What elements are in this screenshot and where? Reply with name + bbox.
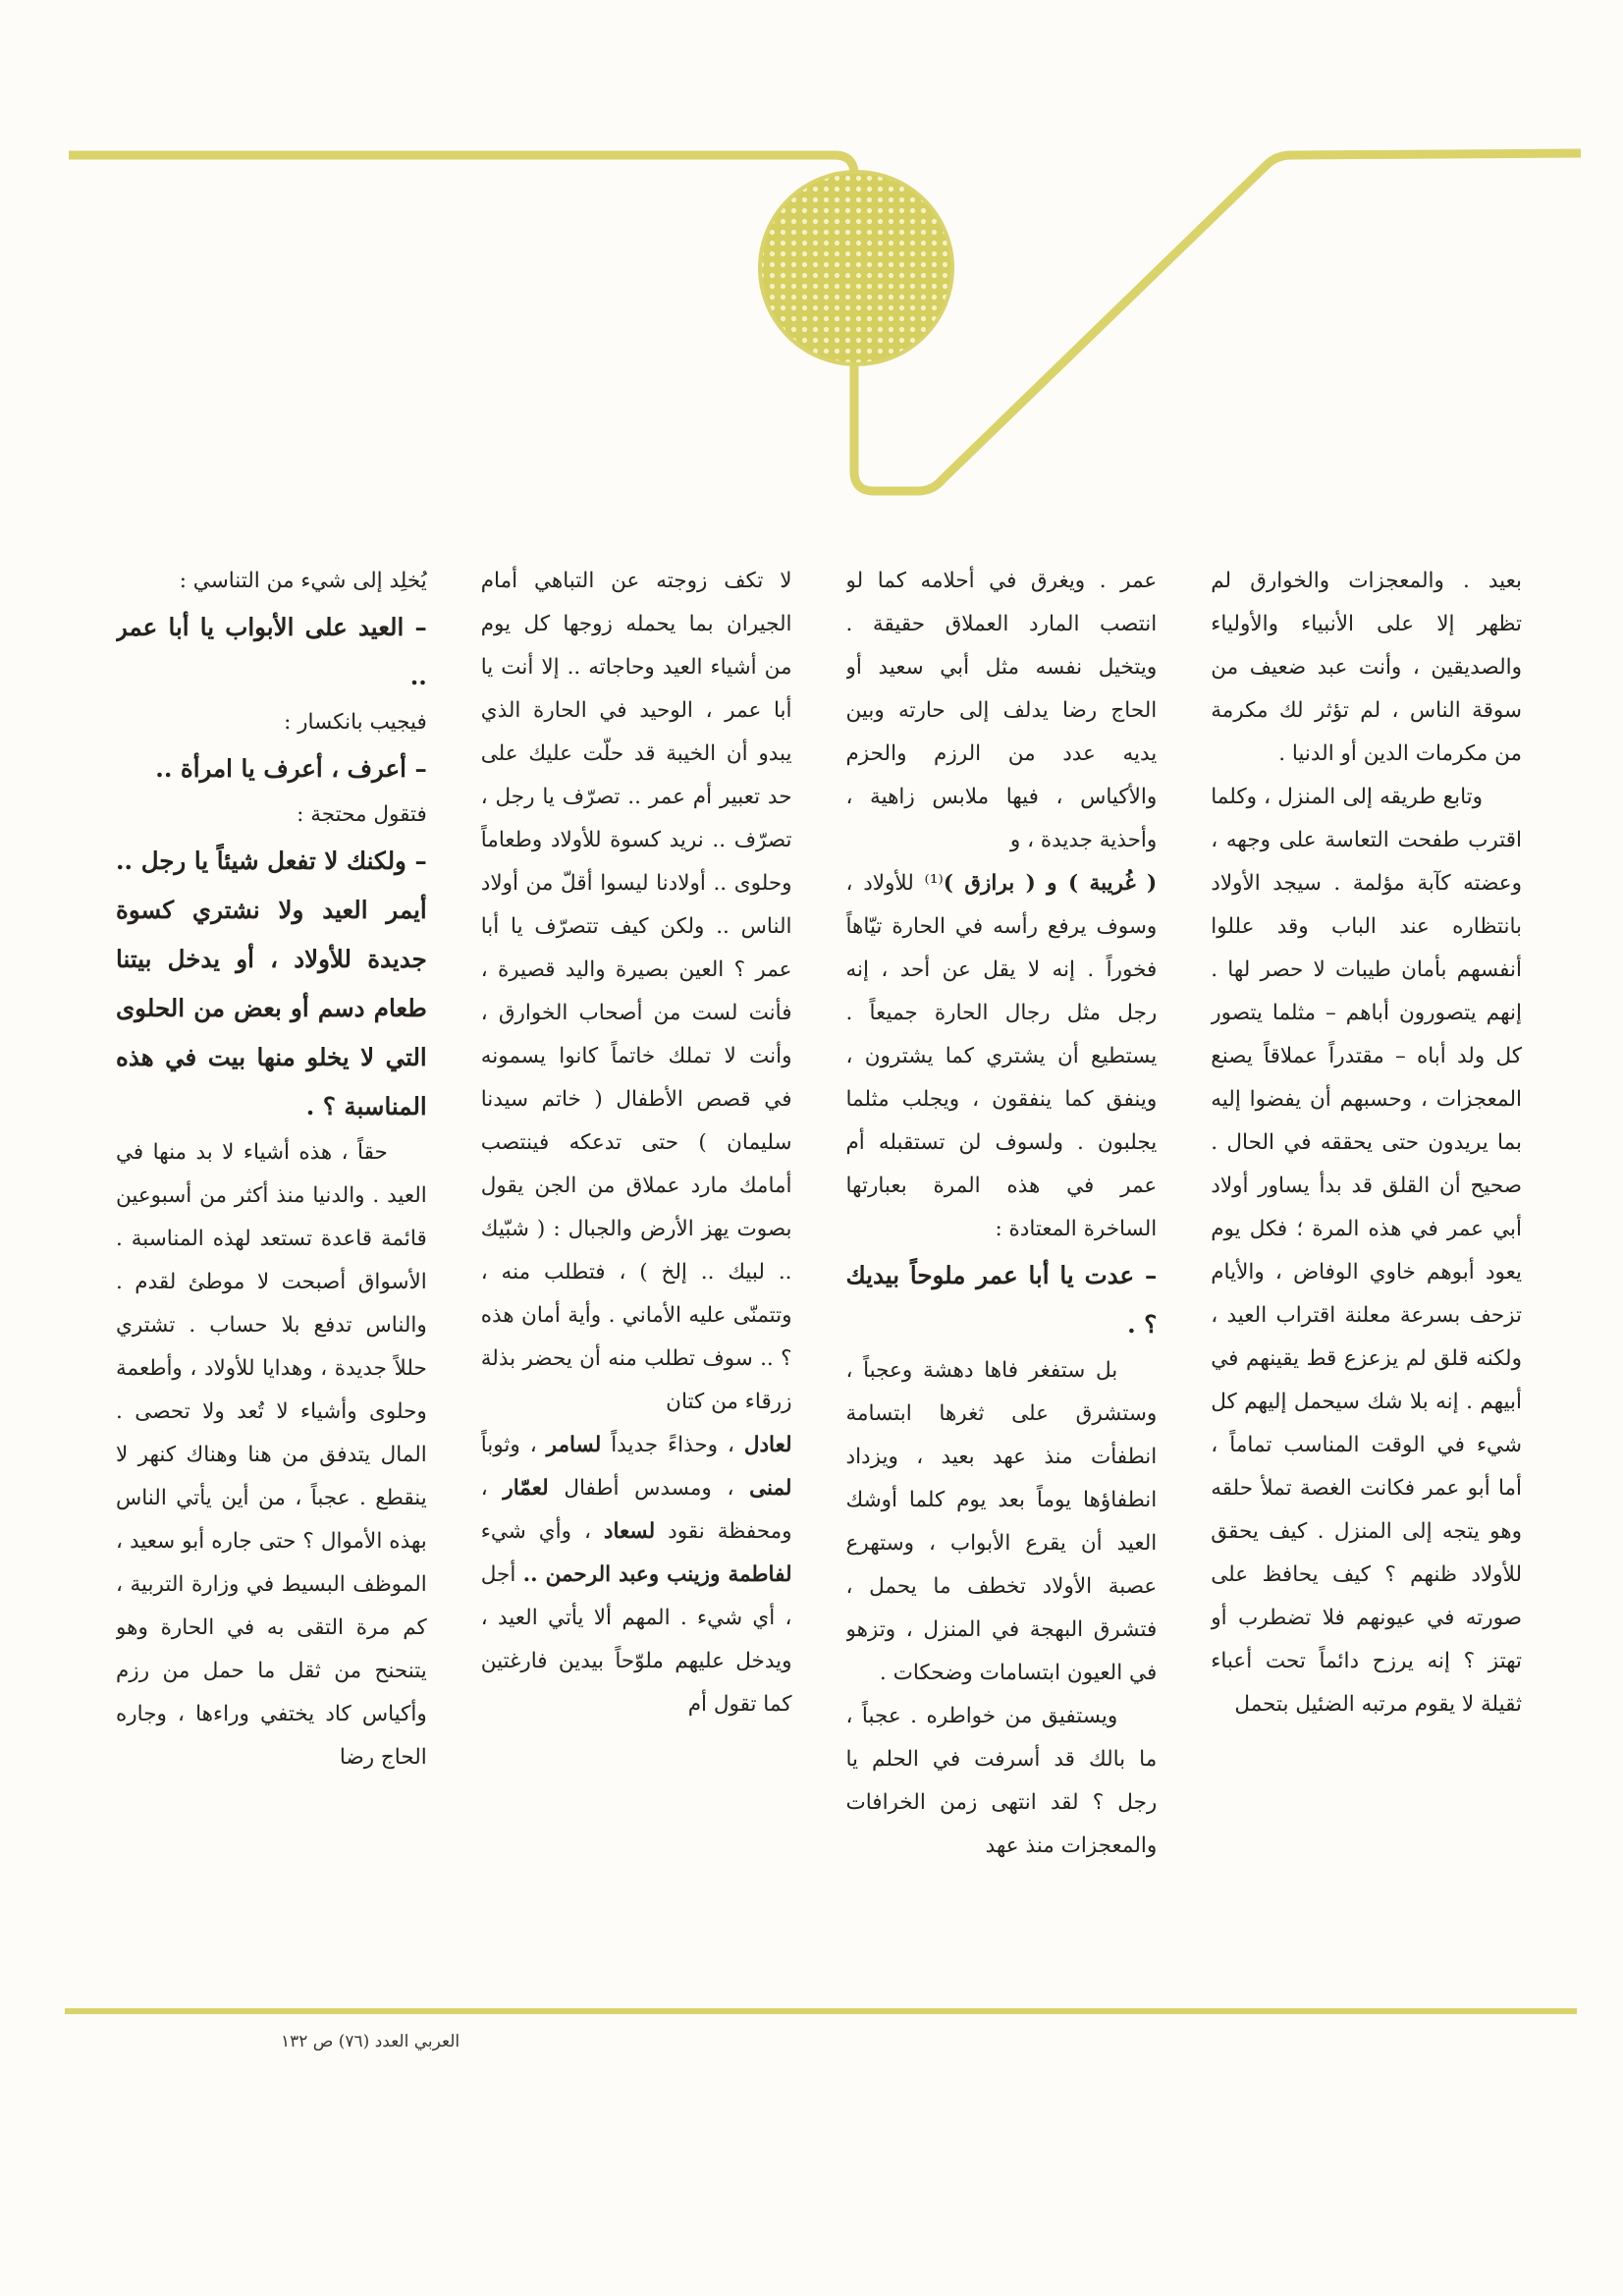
paragraph: يُخلِد إلى شيء من التناسي :	[179, 569, 427, 593]
text-run: أجل ، أي شيء . المهم ألا يأتي العيد ، ويدخل عليهم ملوّحاً بيدين فارغتين كما تقول أم	[480, 1562, 792, 1717]
paragraph: فتقول محتجة :	[297, 802, 427, 827]
text-run: ⁽¹⁾ للأولاد ، وسوف يرفع رأسه في الحارة تيّاهاً فخوراً . إنه لا يقل عن أحد ، إنه رجل مثل رجال الحارة جميعاً . يستطيع أن يشتري كما يشترون ، وينفق كما ينفقون ، ويجلب مثلما يجلبون . ولسوف لن تستقبله أم عمر في هذه المرة بعبارتها الساخرة المعتادة :	[845, 871, 1158, 1241]
header-ornament	[0, 0, 1623, 511]
paragraph: ويستفيق من خواطره . عجباً ، ما بالك قد أسرفت في الحلم يا رجل ؟ لقد انتهى زمن الخرافات والمعجزات منذ عهد	[845, 1704, 1158, 1858]
page-footer: العربي العدد (٧٦) ص ١٣٢	[281, 2032, 460, 2051]
paragraph: لا تكف زوجته عن التباهي أمام الجيران بما يحمله زوجها كل يوم من أشياء العيد وحاجاته .. إلا أنت يا أبا عمر ، الوحيد في الحارة الذي يبدو أن الخيبة قد حلّت عليك على حد تعبير أم عمر .. تصرّف يا رجل ، تصرّف .. نريد كسوة للأولاد وطعاماً وحلوى .. أولادنا ليسوا أقلّ من أولاد الناس .. ولكن كيف تتصرّف يا أبا عمر ؟ العين بصيرة واليد قصيرة ، فأنت لست من أصحاب الخوارق ، وأنت لا تملك خاتماً كانوا يسمونه في قصص الأطفال ( خاتم سيدنا سليمان ) حتى تدعكه فينتصب أمامك مارد عملاق من الجن يقول بصوت يهز الأرض والجبال : ( شبّيك .. لبيك .. إلخ ) ، فتطلب منه ، وتتمنّى عليه الأماني . وأية أمان هذه ؟ .. سوف تطلب منه أن يحضر بذلة زرقاء من كتان	[480, 569, 792, 1414]
text-run: ، وحذاءً جديداً	[601, 1433, 744, 1457]
dialogue-heading: – عدت يا أبا عمر ملوحاً بيديك ؟ .	[845, 1261, 1158, 1339]
dialogue-heading: – العيد على الأبواب يا أبا عمر ..	[116, 613, 427, 690]
bold-name: لمنى	[749, 1476, 792, 1501]
bold-name: لعمّار	[503, 1476, 549, 1501]
paragraph	[846, 862, 1158, 1251]
text-run: ، وأي شيء	[480, 1519, 604, 1544]
bold-name: لسامر	[546, 1433, 602, 1457]
article-column-3	[846, 560, 1158, 2018]
article-column-4	[1211, 560, 1522, 2018]
text-run: ، وثوباً	[480, 1433, 547, 1457]
paragraph: حقاً ، هذه أشياء لا بد منها في العيد . والدنيا منذ أكثر من أسبوعين قائمة قاعدة تستعد لهذه المناسبة . الأسواق أصبحت لا موطئ لقدم . والناس تدفع بلا حساب . تشتري حللاً جديدة ، وهدايا للأولاد ، وأطعمة وحلوى وأشياء لا تُعد ولا تحصى . المال يتدفق من هنا وهناك كنهر لا ينقطع . عجباً ، من أين يأتي الناس بهذه الأموال ؟ حتى جاره أبو سعيد ، الموظف البسيط في وزارة التربية ، كم مرة التقى به في الحارة وهو يتنحنح من ثقل ما حمل من رزم وأكياس كاد يختفي وراءها ، وجاره الحاج رضا	[116, 1140, 427, 1770]
bold-name: لسعاد	[603, 1519, 656, 1544]
paragraph: بل ستفغر فاها دهشة وعجباً ، وستشرق على ثغرها ابتسامة انطفأت منذ عهد بعيد ، ويزداد انطفاؤها يوماً بعد يوم كلما أوشك العيد أن يقرع الأبواب ، وستهرع عصبة الأولاد تخطف ما يحمل ، فتشرق البهجة في المنزل ، وتزهو في العيون ابتسامات وضحكات .	[845, 1358, 1158, 1685]
text-run: ، ومسدس أطفال	[548, 1476, 750, 1501]
bold-name: ( غُريبة ) و ( برازق )	[943, 871, 1158, 896]
article-column-2	[481, 560, 792, 2018]
footer-rule	[65, 2006, 1577, 2016]
article-body	[116, 560, 1522, 2018]
paragraph: بعيد . والمعجزات والخوارق لم تظهر إلا على الأنبياء والأولياء والصديقين ، وأنت عبد ضعيف من سوقة الناس ، لم تؤثر لك مكرمة من مكرمات الدين أو الدنيا .	[1211, 569, 1522, 766]
dialogue-heading: – ولكنك لا تفعل شيئاً يا رجل .. أيمر العيد ولا نشتري كسوة جديدة للأولاد ، أو يدخل بيتنا طعام دسم أو بعض من الحلوى التي لا يخلو منها بيت في هذه المناسبة ؟ .	[116, 847, 427, 1121]
text-run: ، ومحفظة نقود	[480, 1476, 792, 1544]
paragraph: فيجيب بانكسار :	[284, 710, 427, 735]
article-column-1	[116, 560, 427, 2018]
bold-name: لعادل	[743, 1433, 792, 1457]
paragraph: عمر . ويغرق في أحلامه كما لو انتصب المارد العملاق حقيقة . ويتخيل نفسه مثل أبي سعيد أو الحاج رضا يدلف إلى حارته وبين يديه عدد من الرزم والحزم والأكياس ، فيها ملابس زاهية ، وأحذية جديدة ، و	[845, 569, 1158, 852]
paragraph: وتابع طريقه إلى المنزل ، وكلما اقترب طفحت التعاسة على وجهه ، وعضته كآبة مؤلمة . سيجد الأولاد بانتظاره عند الباب وقد عللوا أنفسهم بأمان طيبات لا حصر لها . إنهم يتصورون أباهم – مثلما يتصور كل ولد أباه – مقتدراً عملاقاً يصنع المعجزات ، وحسبهم أن يفضوا إليه بما يريدون حتى يحققه في الحال . صحيح أن القلق قد بدأ يساور أولاد أبي عمر في هذه المرة ؛ فكل يوم يعود أبوهم خاوي الوفاض ، والأيام تزحف بسرعة معلنة اقتراب العيد ، ولكنه قلق لم يزعزع قط يقينهم في أبيهم . إنه بلا شك سيحمل إليهم كل شيء في الوقت المناسب تماماً ، أما أبو عمر فكانت الغصة تملأ حلقه وهو يتجه إلى المنزل . كيف يحقق للأولاد ظنهم ؟ كيف يحافظ على صورته في عيونهم فلا تضطرب أو تهتز ؟ إنه يرزح دائماً تحت أعباء ثقيلة لا يقوم مرتبه الضئيل بتحمل	[1211, 785, 1522, 1717]
bold-name: لفاطمة وزينب وعبد الرحمن ..	[522, 1562, 792, 1587]
dialogue-heading: – أعرف ، أعرف يا امرأة ..	[155, 754, 427, 783]
paragraph	[481, 1424, 792, 1726]
